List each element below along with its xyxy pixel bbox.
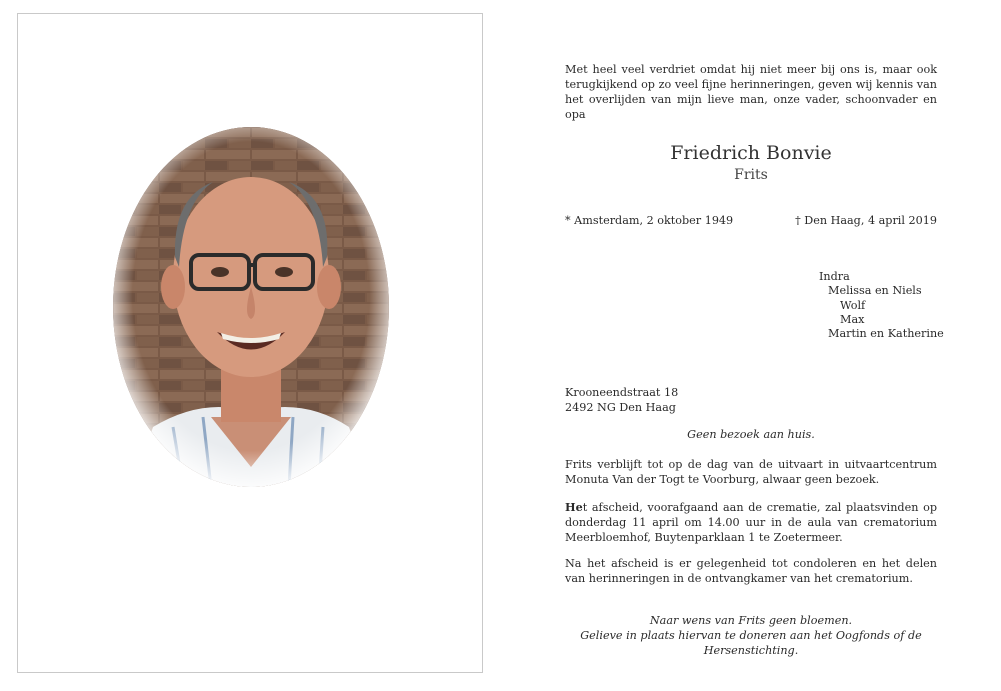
portrait-photo-icon: [113, 127, 389, 487]
family-member: Max: [840, 312, 865, 326]
family-member: Martin en Katherine: [828, 327, 944, 341]
family-list: [819, 270, 944, 341]
condolence-text: Na het afscheid is er gelegenheid tot condoleren en het delen van herinneringen in de ontvangkamer van het crematorium.: [565, 557, 937, 585]
portrait-photo: [113, 127, 389, 487]
family-member: Wolf: [840, 298, 866, 312]
farewell-text: [565, 500, 937, 545]
photo-page: [17, 13, 483, 673]
address-city: 2492 NG Den Haag: [565, 401, 676, 414]
address-street: Krooneendstraat 18: [565, 386, 679, 399]
farewell-bold-start: He: [565, 500, 583, 514]
stay-text: Frits verblijft tot op de dag van de uitvaart in uitvaartcentrum Monuta Van der Togt te Voorburg, alwaar geen bezoek.: [565, 458, 937, 486]
family-member: Indra: [819, 270, 850, 283]
farewell-rest: t afscheid, voorafgaand aan de crematie, zal plaatsvinden op donderdag 11 april om 14.00 uur in de aula van crematorium Meerbloemhof, Buytenparklaan 1 te Zoetermeer.: [565, 501, 937, 544]
intro-text: Met heel veel verdriet omdat hij niet meer bij ons is, maar ook terugkijkend op zo veel fijne herinneringen, geven wij kennis van het overlijden van mijn lieve man, onze vader, schoonvader en opa: [565, 63, 937, 121]
flowers-line-2: Gelieve in plaats hiervan te doneren aan het Oogfonds of de Hersenstichting.: [580, 629, 922, 657]
deceased-name: Friedrich Bonvie: [670, 142, 832, 164]
flowers-line-1: Naar wens van Frits geen bloemen.: [649, 614, 853, 627]
deceased-nickname: Frits: [734, 167, 768, 183]
address-block: [565, 385, 937, 415]
family-member: Melissa en Niels: [828, 284, 922, 298]
birth-info: * Amsterdam, 2 oktober 1949: [565, 214, 734, 227]
flowers-notice: [565, 613, 937, 658]
no-visit-notice: Geen bezoek aan huis.: [687, 428, 815, 441]
text-page: [565, 0, 944, 691]
death-info: † Den Haag, 4 april 2019: [795, 214, 937, 227]
